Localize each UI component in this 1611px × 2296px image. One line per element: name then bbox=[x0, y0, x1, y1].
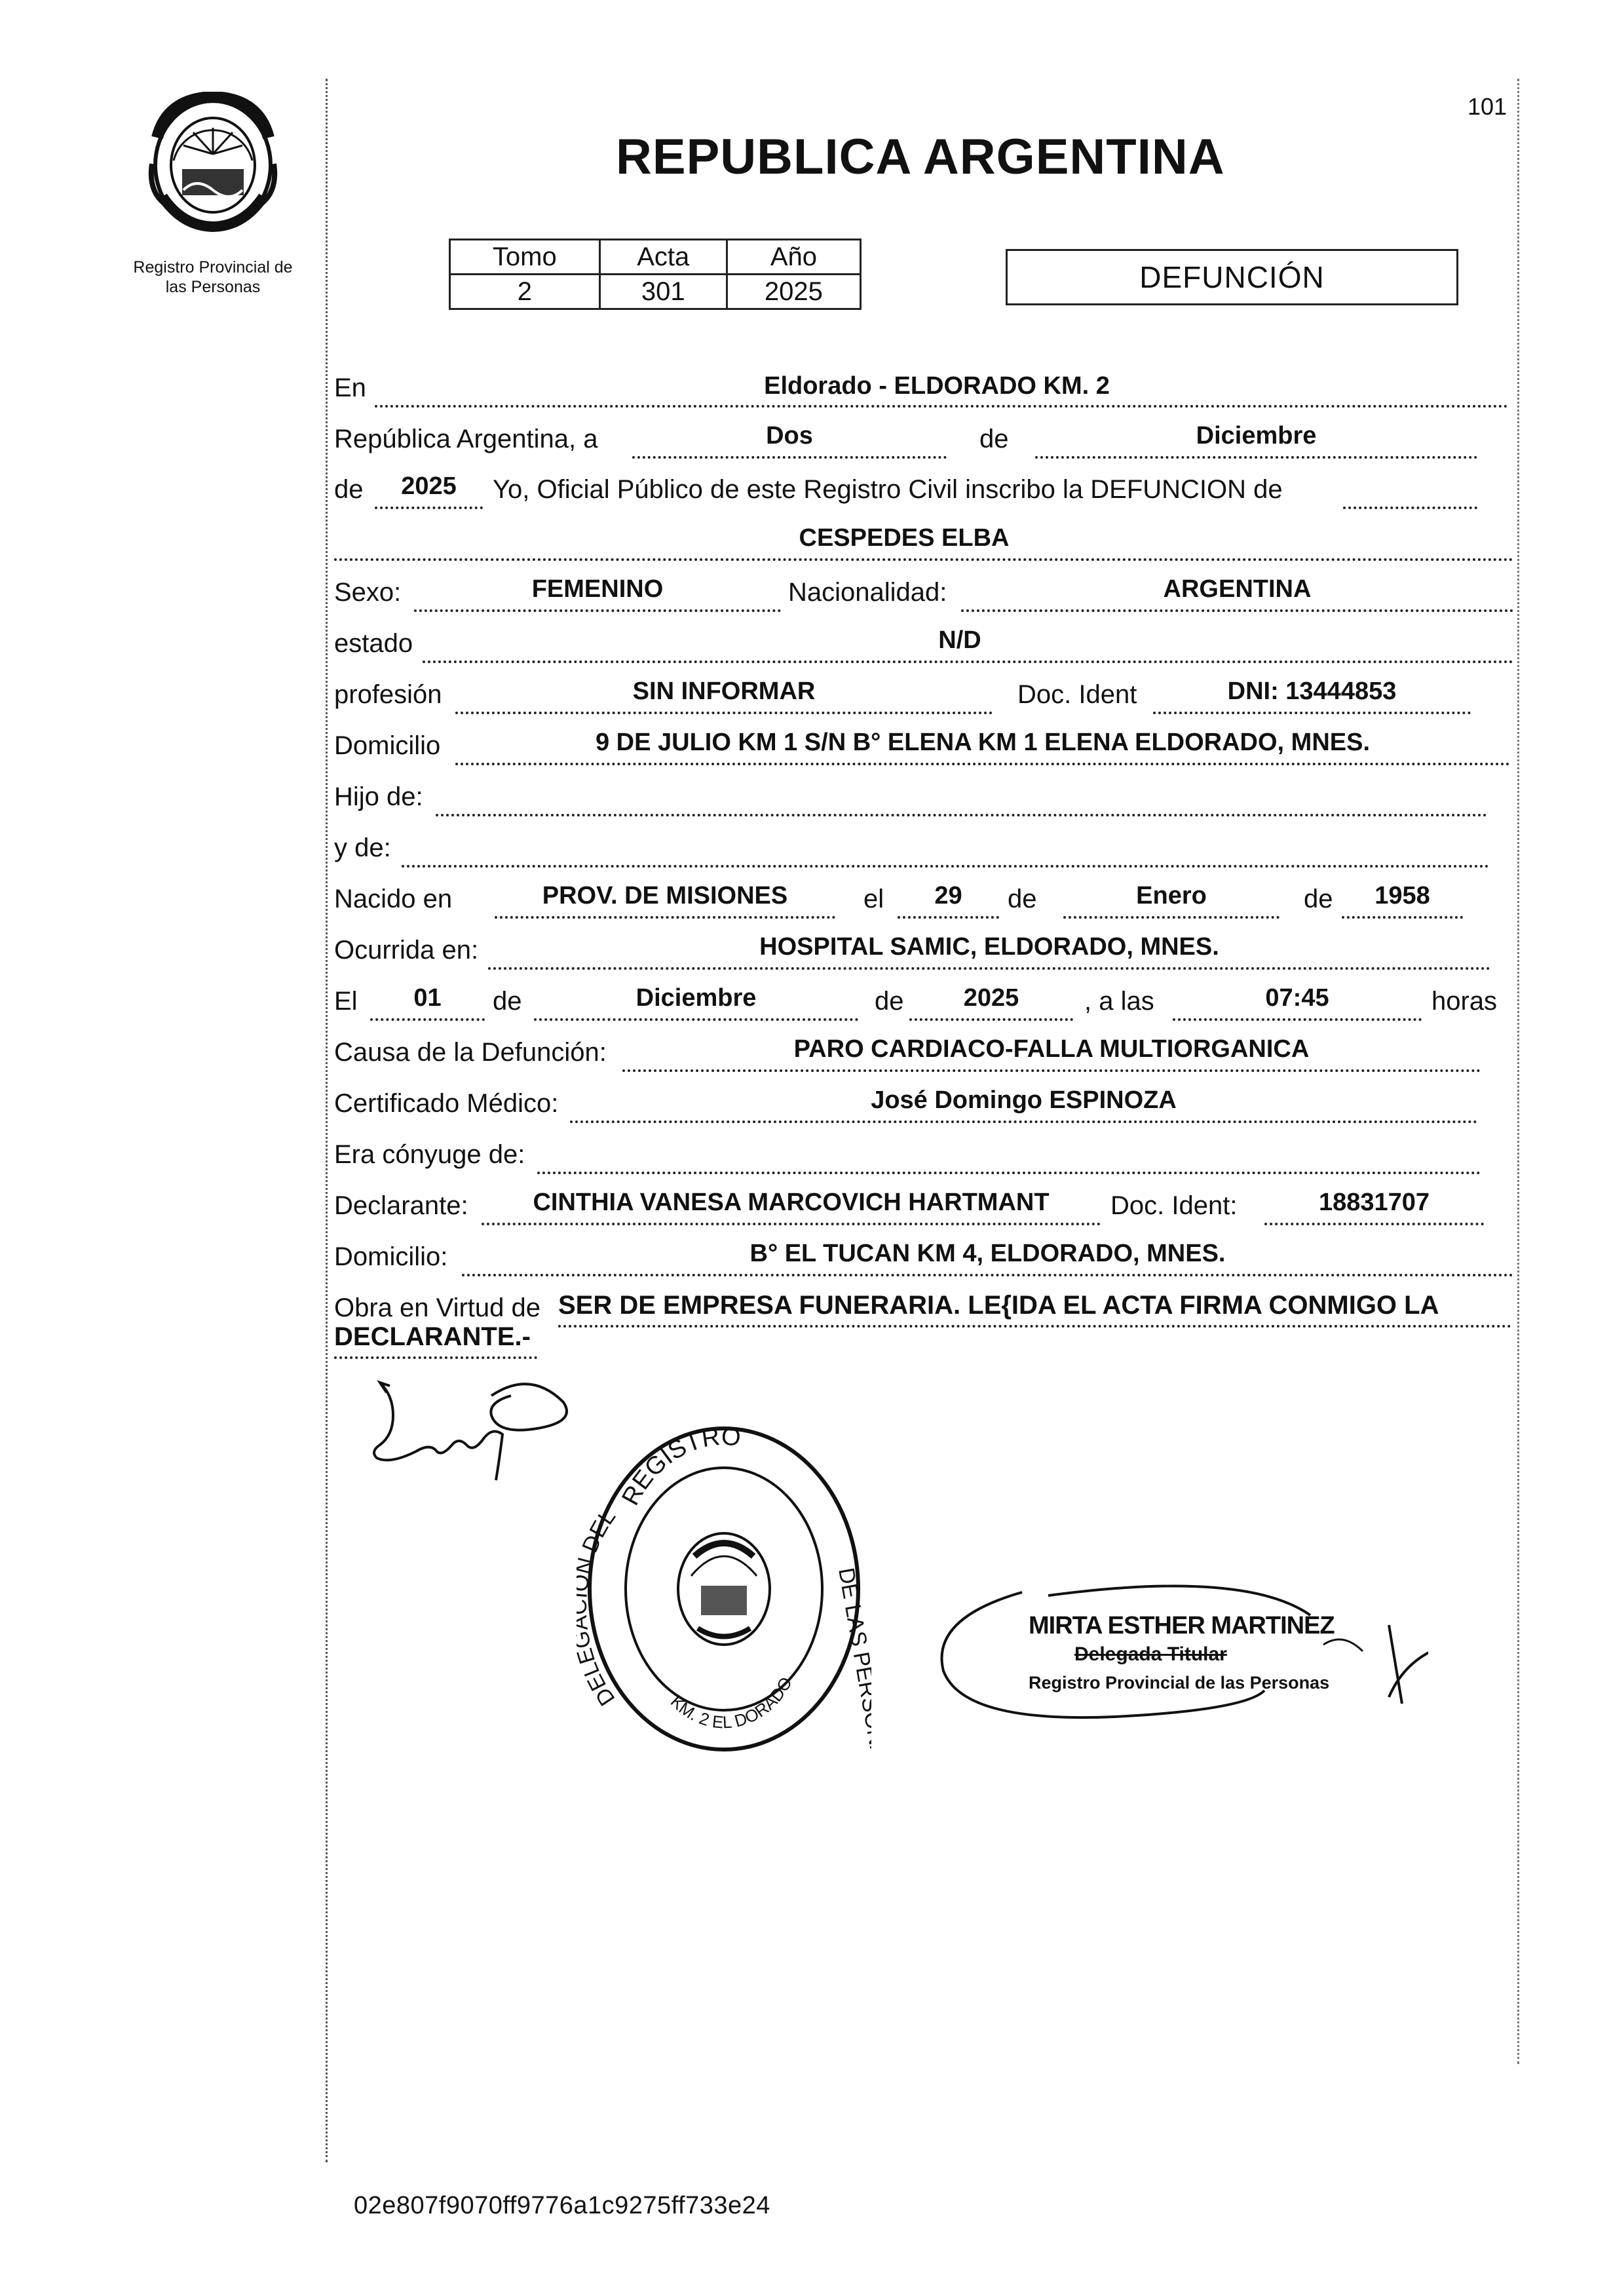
stamp-top-text: REGISTRO bbox=[616, 1423, 742, 1510]
death-year: 2025 bbox=[963, 984, 1019, 1012]
decl-doc-value: 18831707 bbox=[1318, 1189, 1430, 1216]
registry-label-line1: Registro Provincial de bbox=[133, 258, 293, 277]
hijo-line bbox=[436, 814, 1487, 816]
causa-line bbox=[622, 1069, 1481, 1072]
birth-day: 29 bbox=[934, 882, 962, 909]
tomo-value: 2 bbox=[450, 275, 600, 309]
death-month: Diciembre bbox=[635, 984, 757, 1012]
obra-value-line1: SER DE EMPRESA FUNERARIA. LE{IDA EL ACTA FIRMA CONMIGO LA bbox=[558, 1291, 1439, 1320]
sexo-line bbox=[414, 609, 781, 612]
sexo-value: FEMENINO bbox=[531, 575, 664, 603]
domicilio-line bbox=[455, 763, 1510, 765]
republica-label: República Argentina, a bbox=[334, 425, 598, 453]
obra-line2 bbox=[334, 1356, 537, 1359]
decl-domicilio-label: Domicilio: bbox=[334, 1242, 448, 1271]
domicilio-label: Domicilio bbox=[334, 731, 441, 760]
doc-ident-label: Doc. Ident bbox=[1017, 680, 1137, 709]
deceased-name: CESPEDES ELBA bbox=[799, 524, 1010, 552]
death-de1-label: de bbox=[493, 987, 522, 1016]
acta-header: Acta bbox=[599, 240, 727, 275]
month-value: Diciembre bbox=[1196, 422, 1317, 450]
death-year-line bbox=[909, 1018, 1073, 1021]
record-type-box: DEFUNCIÓN bbox=[1006, 249, 1458, 305]
stamp-bottom-text: KM. 2 EL DORADO bbox=[666, 1674, 797, 1732]
ocurrida-line bbox=[488, 967, 1490, 970]
hijo-label: Hijo de: bbox=[334, 782, 423, 811]
svg-text:KM. 2 EL DORADO bbox=[667, 1674, 796, 1732]
oficial-line bbox=[1343, 507, 1477, 509]
province-logo bbox=[144, 92, 282, 236]
stamp-left-text: DEL DEL bbox=[577, 1504, 621, 1710]
page-title: REPUBLICA ARGENTINA bbox=[616, 129, 1225, 185]
alas-label: , a las bbox=[1084, 987, 1154, 1016]
obra-line1 bbox=[558, 1325, 1511, 1328]
nacionalidad-label: Nacionalidad: bbox=[788, 578, 947, 607]
certificado-label: Certificado Médico: bbox=[334, 1089, 559, 1118]
causa-label: Causa de la Defunción: bbox=[334, 1038, 607, 1067]
estado-line bbox=[423, 660, 1513, 663]
official-name: MIRTA ESTHER MARTINEZ bbox=[1029, 1612, 1335, 1639]
sexo-label: Sexo: bbox=[334, 578, 402, 607]
page-number: 101 bbox=[1468, 93, 1507, 120]
profesion-label: profesión bbox=[334, 680, 442, 709]
domicilio-value: 9 DE JULIO KM 1 S/N B° ELENA KM 1 ELENA ELDORADO, MNES. bbox=[595, 729, 1371, 756]
conyuge-line bbox=[537, 1172, 1481, 1174]
record-table bbox=[449, 239, 862, 310]
birth-day-line bbox=[898, 916, 999, 919]
year-de-label: de bbox=[334, 475, 364, 504]
estado-value: N/D bbox=[938, 626, 981, 654]
nacido-value: PROV. DE MISIONES bbox=[542, 882, 788, 909]
death-time: 07:45 bbox=[1265, 984, 1329, 1012]
declarante-value: CINTHIA VANESA MARCOVICH HARTMANT bbox=[533, 1189, 1050, 1216]
death-day: 01 bbox=[413, 984, 442, 1012]
registry-label-line2: las Personas bbox=[165, 278, 261, 296]
profesion-value: SIN INFORMAR bbox=[632, 678, 816, 705]
day-value: Dos bbox=[766, 422, 813, 450]
nacionalidad-value: ARGENTINA bbox=[1163, 575, 1312, 603]
tomo-header: Tomo bbox=[450, 240, 600, 275]
declarant-signature bbox=[367, 1369, 583, 1487]
year-value: 2025 bbox=[401, 472, 457, 500]
certificado-value: José Domingo ESPINOZA bbox=[871, 1086, 1177, 1114]
birth-month: Enero bbox=[1136, 882, 1207, 909]
conyuge-label: Era cónyuge de: bbox=[334, 1140, 525, 1169]
decl-doc-line bbox=[1264, 1223, 1484, 1225]
acta-value: 301 bbox=[599, 275, 727, 309]
nacido-label: Nacido en bbox=[334, 885, 453, 913]
en-line bbox=[375, 405, 1508, 408]
doc-ident-line bbox=[1153, 712, 1471, 714]
official-org: Registro Provincial de las Personas bbox=[1029, 1673, 1330, 1693]
oficial-text: Yo, Oficial Público de este Registro Civil inscribo la DEFUNCION de bbox=[493, 475, 1283, 504]
nacido-line bbox=[495, 916, 835, 919]
right-margin-line bbox=[1517, 79, 1519, 2064]
estado-label: estado bbox=[334, 629, 413, 658]
anio-value: 2025 bbox=[727, 275, 860, 309]
registry-label bbox=[111, 258, 314, 297]
deceased-name-line bbox=[334, 558, 1513, 561]
decl-doc-label: Doc. Ident: bbox=[1110, 1191, 1238, 1220]
death-de2-label: de bbox=[875, 987, 904, 1016]
birth-month-line bbox=[1063, 916, 1279, 919]
decl-domicilio-line bbox=[462, 1274, 1513, 1276]
anio-header: Año bbox=[727, 240, 860, 275]
birth-de2-label: de bbox=[1304, 885, 1333, 913]
death-day-line bbox=[370, 1018, 485, 1021]
decl-domicilio-value: B° EL TUCAN KM 4, ELDORADO, MNES. bbox=[749, 1240, 1226, 1267]
yde-label: y de: bbox=[334, 833, 391, 862]
declarante-line bbox=[482, 1223, 1101, 1225]
document-hash: 02e807f9070ff9776a1c9275ff733e24 bbox=[354, 2192, 770, 2219]
birth-year-line bbox=[1342, 916, 1463, 919]
horas-label: horas bbox=[1431, 987, 1498, 1016]
causa-value: PARO CARDIACO-FALLA MULTIORGANICA bbox=[793, 1035, 1310, 1063]
obra-label: Obra en Virtud de bbox=[334, 1293, 541, 1322]
en-label: En bbox=[334, 373, 366, 402]
stamp-right-text: DE LAS PERSONAS bbox=[833, 1565, 871, 1759]
year-line bbox=[375, 507, 483, 509]
left-margin-line bbox=[326, 79, 328, 2162]
nacionalidad-line bbox=[961, 609, 1513, 612]
day-line bbox=[632, 456, 947, 459]
death-month-line bbox=[534, 1018, 858, 1021]
birth-year: 1958 bbox=[1374, 882, 1430, 909]
doc-ident-value: DNI: 13444853 bbox=[1227, 678, 1397, 705]
profesion-line bbox=[455, 712, 993, 714]
month-de-label: de bbox=[979, 425, 1009, 453]
en-value: Eldorado - ELDORADO KM. 2 bbox=[764, 372, 1110, 400]
yde-line bbox=[402, 865, 1489, 868]
month-line bbox=[1035, 456, 1477, 459]
death-time-line bbox=[1173, 1018, 1422, 1021]
declarante-label: Declarante: bbox=[334, 1191, 468, 1220]
ocurrida-value: HOSPITAL SAMIC, ELDORADO, MNES. bbox=[759, 933, 1219, 961]
ocurrida-label: Ocurrida en: bbox=[334, 936, 479, 965]
birth-el-label: el bbox=[863, 885, 884, 913]
certificado-line bbox=[570, 1120, 1477, 1123]
birth-de1-label: de bbox=[1008, 885, 1037, 913]
obra-value-line2: DECLARANTE.- bbox=[334, 1322, 531, 1351]
registry-oval-stamp bbox=[577, 1419, 871, 1759]
death-el-label: El bbox=[334, 987, 358, 1016]
official-role: Delegada Titular bbox=[1074, 1643, 1227, 1665]
